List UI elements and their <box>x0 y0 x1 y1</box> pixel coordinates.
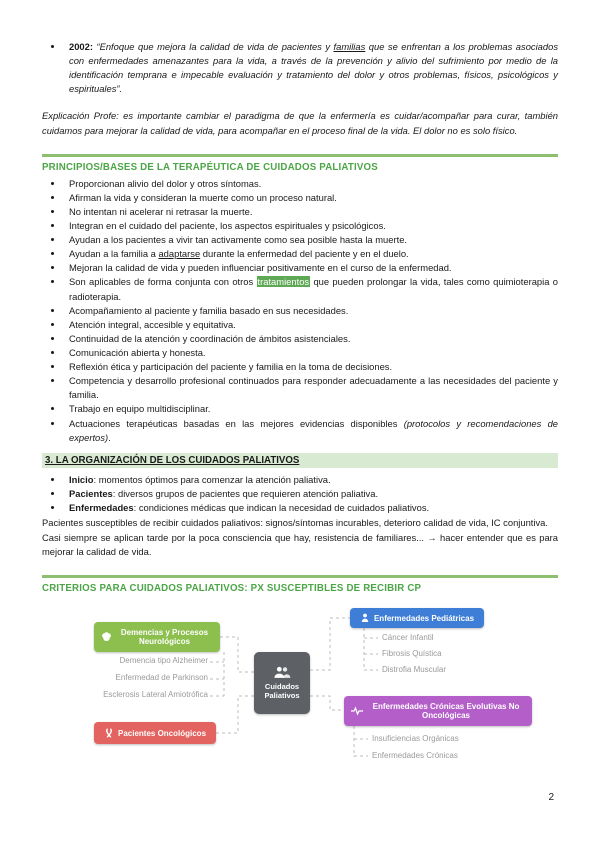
heading-organizacion-label: 3. LA ORGANIZACIÓN DE LOS CUIDADOS PALIATIVOS <box>45 454 300 466</box>
list-item: • Continuidad de la atención y coordinación de ámbitos asistenciales. <box>64 332 558 346</box>
node-label: Pacientes Oncológicos <box>117 728 207 738</box>
list-item: • Proporcionan alivio del dolor y otros síntomas. <box>64 177 558 191</box>
intro-list <box>64 40 558 96</box>
node-pacientes-oncologicos <box>94 722 216 744</box>
section-rule-principios <box>42 154 558 157</box>
people-icon <box>273 666 291 679</box>
list-item: • No intentan ni acelerar ni retrasar la muerte. <box>64 205 558 219</box>
list-item: • Comunicación abierta y honesta. <box>64 346 558 360</box>
list-item: • Enfermedades: condiciones médicas que indican la necesidad de cuidados paliativos. <box>64 501 558 515</box>
diagram-subitem: Insuficiencias Orgánicas <box>372 734 459 744</box>
diagram-subitem: Enfermedades Crónicas <box>372 751 458 761</box>
node-enfermedades-pediatricas <box>350 608 484 628</box>
list-item: • Inicio: momentos óptimos para comenzar la atención paliativa. <box>64 473 558 487</box>
explicacion-paragraph: Explicación Profe: es importante cambiar el paradigma de que la enfermería es cuidar/acompañar para curar, también cuidamos para mejorar la calidad de vida, para acompañar en el proceso final de la vida. El dolor no es solo físico. <box>42 110 558 136</box>
organizacion-list <box>64 473 558 515</box>
organizacion-paragraph-1: Pacientes susceptibles de recibir cuidados paliativos: signos/síntomas incurables, deterioro calidad de vida, IC conjuntiva. <box>42 517 549 529</box>
intro-bullet: • 2002: “Enfoque que mejora la calidad de vida de pacientes y familias que se enfrentan a los problemas asociados con enfermedades amenazantes para la vida, a través de la prevención y alivio del sufrimiento por medio de la identificación temprana e impecable evaluación y tratamiento del dolor y otros problemas, físicos, psicológicos y espirituales”. <box>64 40 558 96</box>
diagram-subitem: Esclerosis Lateral Amiotrófica <box>103 690 208 700</box>
heading-principios: PRINCIPIOS/BASES DE LA TERAPÉUTICA DE CUIDADOS PALIATIVOS <box>42 161 378 173</box>
diagram-subitem: Distrofia Muscular <box>382 665 447 675</box>
node-demencias-neurologicos <box>94 622 220 652</box>
section-rule-criterios <box>42 575 558 578</box>
heading-criterios: CRITERIOS PARA CUIDADOS PALIATIVOS: PX SUSCEPTIBLES DE RECIBIR CP <box>42 583 422 595</box>
list-item: • Ayudan a la familia a adaptarse durante la enfermedad del paciente y en el duelo. <box>64 247 558 261</box>
criterios-diagram <box>42 606 558 778</box>
list-item: • Mejoran la calidad de vida y pueden influenciar positivamente en el curso de la enfermedad. <box>64 261 558 275</box>
list-item: • Son aplicables de forma conjunta con otros tratamientos que pueden prolongar la vida, tales como quimioterapia o radioterapia. <box>64 275 558 303</box>
list-item: • Integran en el cuidado del paciente, los aspectos espirituales y psicológicos. <box>64 219 558 233</box>
child-icon <box>360 613 370 623</box>
list-item: • Actuaciones terapéuticas basadas en las mejores evidencias disponibles (protocolos y recomendaciones de expertos). <box>64 417 558 445</box>
list-item: • Reflexión ética y participación del paciente y familia en la toma de decisiones. <box>64 360 558 374</box>
organizacion-paragraph-2: Casi siempre se aplican tarde por la poca consciencia que hay, resistencia de familiares... → hacer entender que es para mejorar la calidad de vida. <box>42 532 558 558</box>
list-item: • Acompañamiento al paciente y familia basado en sus necesidades. <box>64 304 558 318</box>
node-label: Enfermedades Pediátricas <box>373 613 475 623</box>
diagram-subitem: Demencia tipo Alzheimer <box>119 656 208 666</box>
diagram-subitem: Enfermedad de Parkinson <box>115 673 208 683</box>
brain-icon <box>101 632 112 643</box>
node-cuidados-paliativos <box>254 652 310 714</box>
list-item: • Ayudan a los pacientes a vivir tan activamente como sea posible hasta la muerte. <box>64 233 558 247</box>
list-item: • Trabajo en equipo multidisciplinar. <box>64 402 558 416</box>
diagram-subitem: Cáncer Infantil <box>382 633 434 643</box>
pulse-icon <box>351 706 363 716</box>
list-item: • Atención integral, accesible y equitativa. <box>64 318 558 332</box>
heading-organizacion <box>42 453 558 468</box>
node-enfermedades-cronicas <box>344 696 532 726</box>
list-item: • Afirman la vida y consideran la muerte como un proceso natural. <box>64 191 558 205</box>
ribbon-icon <box>104 728 114 738</box>
node-label: Cuidados Paliativos <box>264 682 300 701</box>
list-item: • Competencia y desarrollo profesional continuados para responder adecuadamente a las necesidades del paciente y familia. <box>64 374 558 402</box>
node-label: Enfermedades Crónicas Evolutivas No Oncológicas <box>372 701 520 721</box>
principios-list <box>64 177 558 445</box>
node-label: Demencias y Procesos Neurológicos <box>120 627 209 647</box>
diagram-subitem: Fibrosis Quística <box>382 649 442 659</box>
list-item: • Pacientes: diversos grupos de pacientes que requieren atención paliativa. <box>64 487 558 501</box>
page-number: 2 <box>548 792 554 803</box>
